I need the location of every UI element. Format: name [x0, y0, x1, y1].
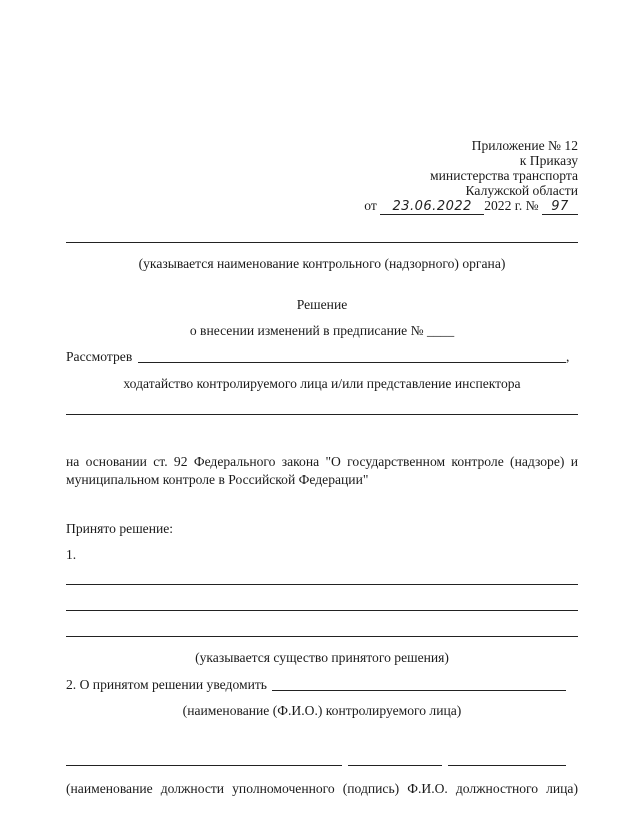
decision-label: Принято решение:: [66, 521, 174, 536]
date-prefix: от: [364, 198, 377, 213]
signature-line: [348, 765, 442, 766]
decision-caption: (указывается существо принятого решения): [195, 650, 449, 665]
date-suffix: 2022 г. №: [484, 198, 539, 213]
document-title: Решение: [296, 297, 348, 312]
order-date-line: [364, 198, 578, 215]
region-name: Калужской области: [465, 183, 578, 198]
item-1-label: 1.: [66, 547, 77, 562]
handwritten-date: 23.06.2022: [392, 199, 472, 214]
document-subtitle: о внесении изменений в предписание № ____: [189, 323, 455, 338]
legal-basis-line-2: муниципальном контроле в Российской Федерации": [66, 472, 369, 487]
appendix-number: Приложение № 12: [471, 138, 578, 153]
notify-caption: (наименование (Ф.И.О.) контролируемого лица): [182, 703, 462, 718]
ministry-name: министерства транспорта: [430, 168, 578, 183]
notify-line: [272, 690, 566, 691]
decision-line-2: [66, 610, 578, 611]
full-name-line: [448, 765, 566, 766]
date-field: [380, 199, 484, 215]
signature-caption: (наименование должности уполномоченного (подпись) Ф.И.О. должностного лица): [66, 781, 578, 796]
decision-line-1: [66, 584, 578, 585]
petition-line: [66, 414, 578, 415]
considering-line: [138, 362, 566, 363]
organ-caption: (указывается наименование контрольного (надзорного) органа): [138, 256, 506, 271]
considering-comma: ,: [566, 349, 570, 364]
order-number-field: [542, 199, 578, 215]
organ-name-line: [66, 242, 578, 243]
position-line: [66, 765, 342, 766]
order-reference: к Приказу: [519, 153, 578, 168]
petition-caption: ходатайство контролируемого лица и/или представление инспектора: [123, 376, 521, 391]
considering-label: Рассмотрев: [66, 349, 133, 364]
notify-label: 2. О принятом решении уведомить: [66, 677, 267, 692]
decision-line-3: [66, 636, 578, 637]
handwritten-order-number: 97: [551, 199, 569, 214]
legal-basis-line-1: на основании ст. 92 Федерального закона "О государственном контроле (надзоре) и: [66, 454, 578, 469]
